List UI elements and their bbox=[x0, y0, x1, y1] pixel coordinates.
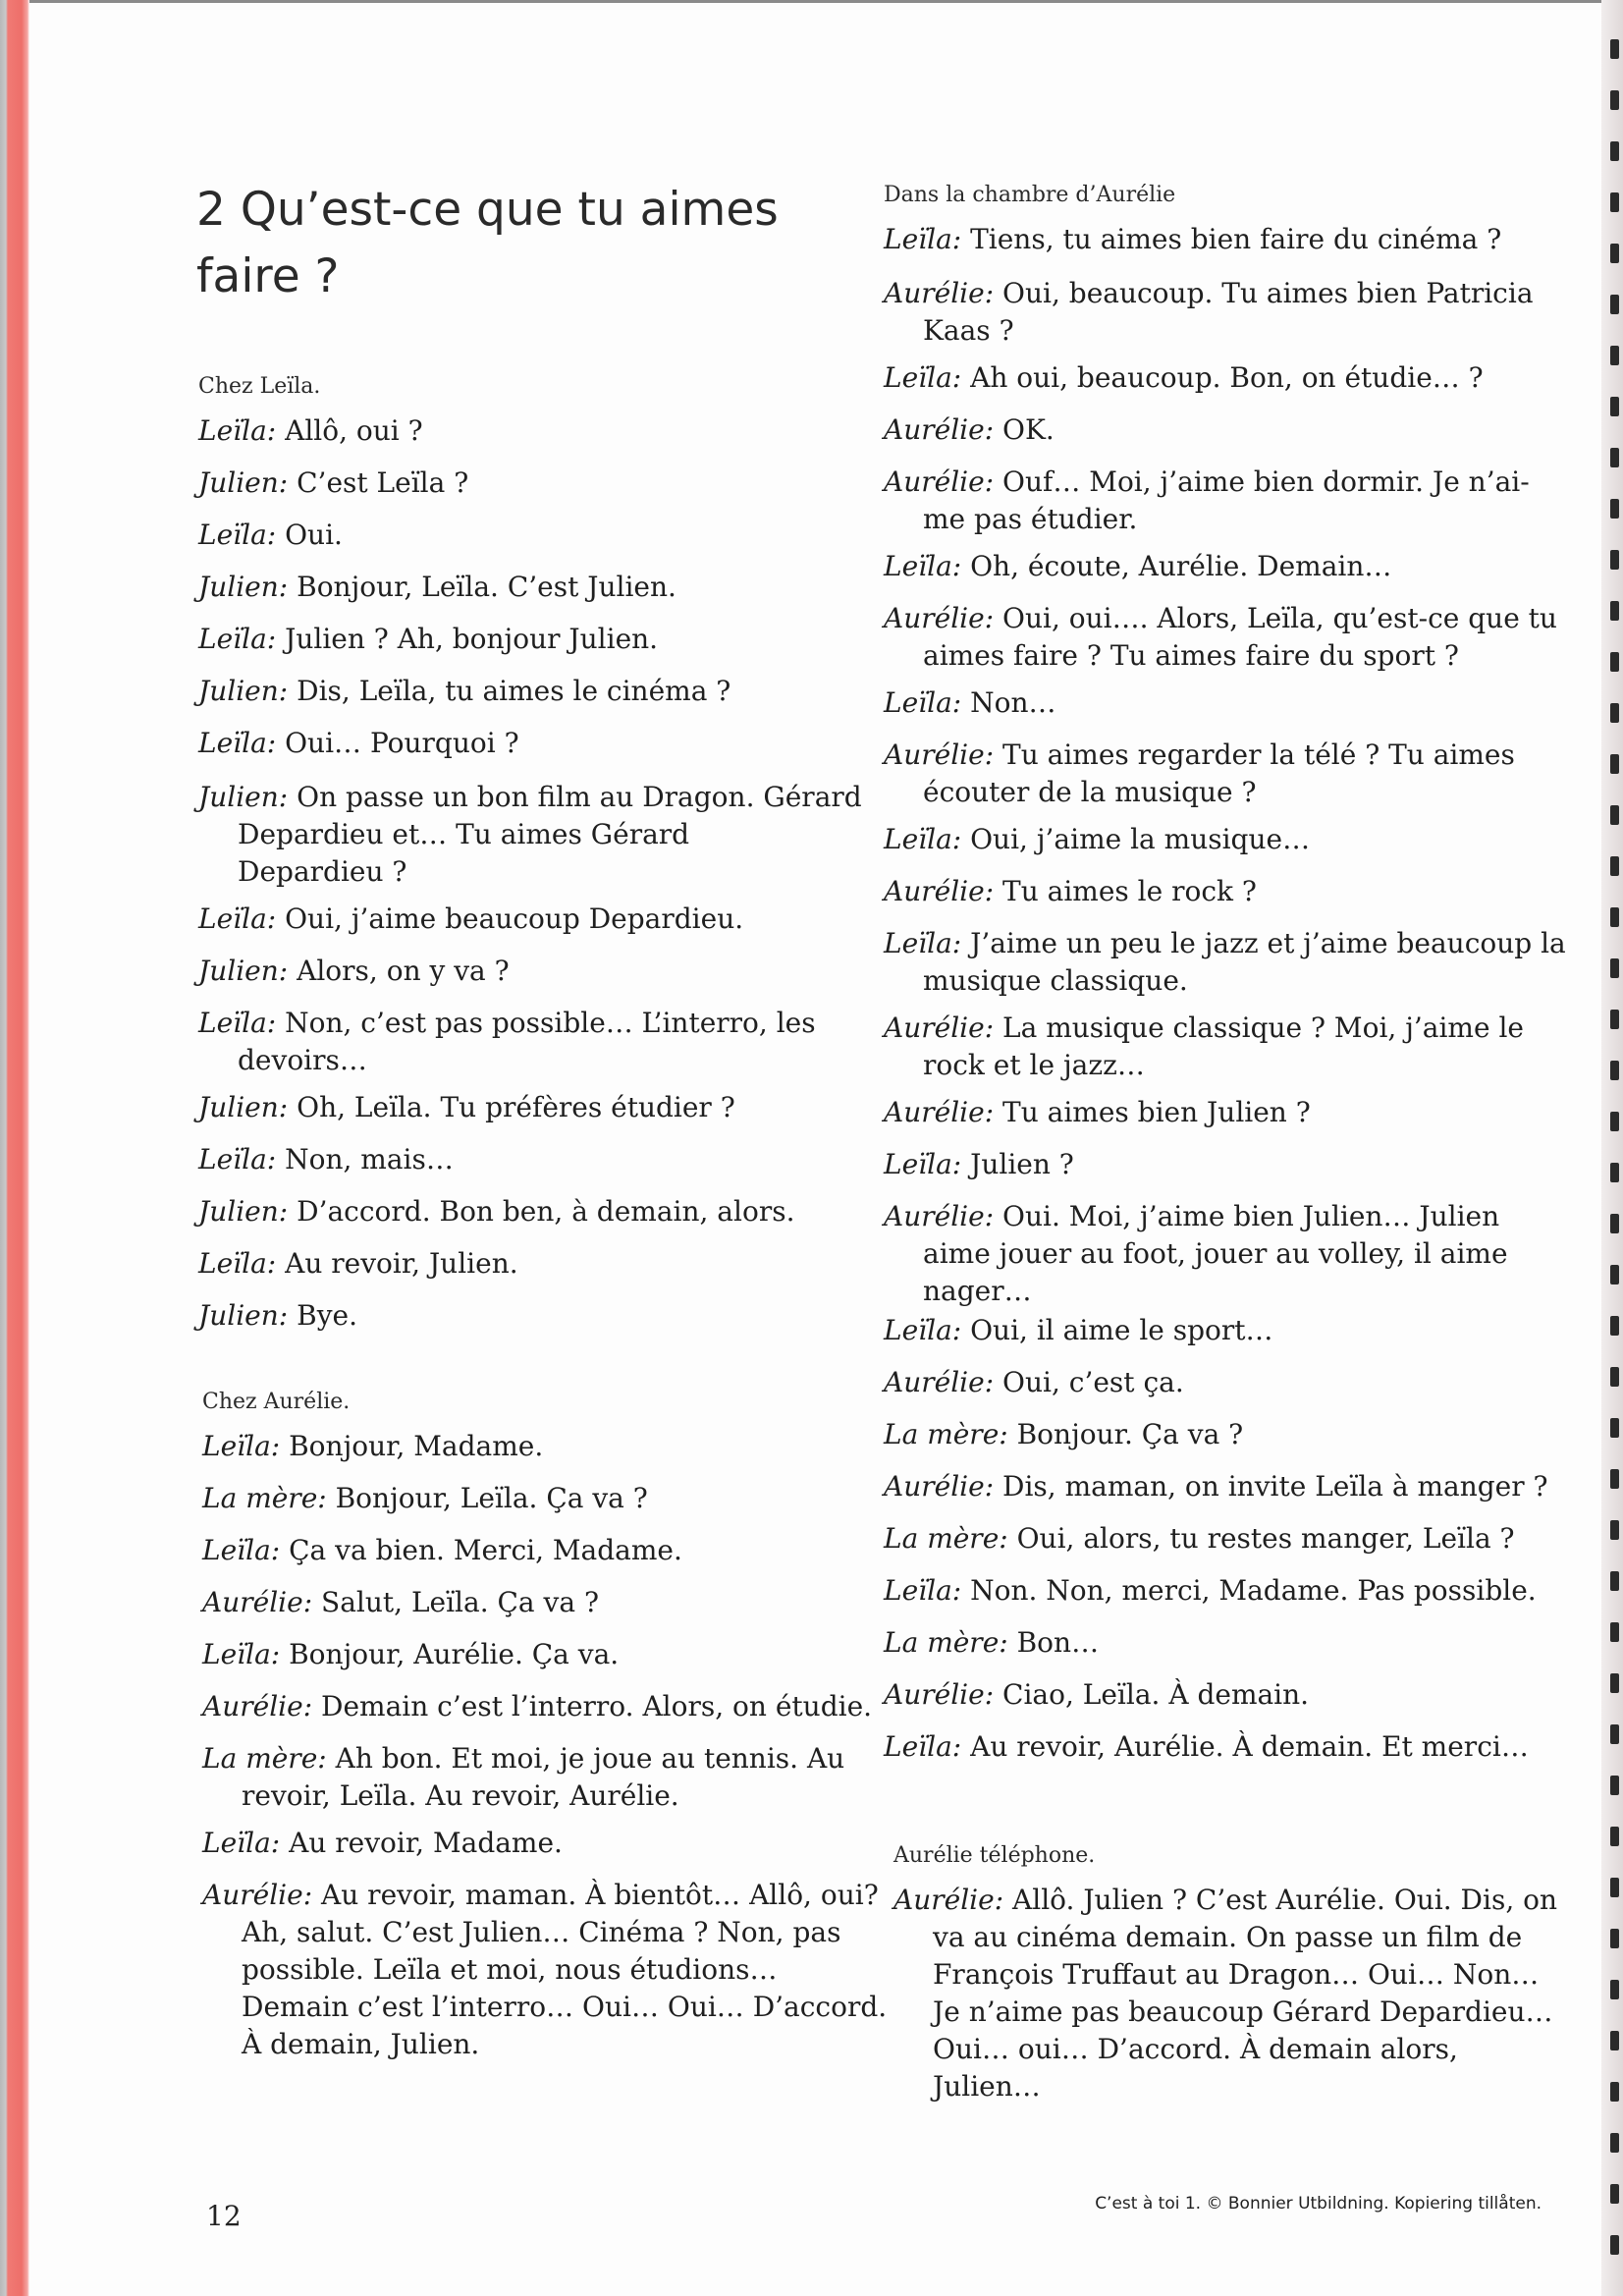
speaker-name: Julien: bbox=[198, 1299, 289, 1332]
dialogue-text: Salut, Leïla. Ça va ? bbox=[312, 1586, 599, 1618]
speaker-name: Leïla: bbox=[884, 1314, 962, 1346]
dialogue-text: Bonjour, Aurélie. Ça va. bbox=[280, 1638, 620, 1670]
binder-ring bbox=[1610, 1622, 1619, 1642]
dialogue-line bbox=[884, 464, 1571, 538]
dialogue-text: Non, mais… bbox=[276, 1143, 454, 1175]
speaker-name: Leïla: bbox=[198, 902, 277, 935]
speaker-name: Aurélie: bbox=[884, 738, 995, 771]
dialogue-text: OK. bbox=[994, 413, 1055, 446]
scene-heading-chez-aurelie: Chez Aurélie. bbox=[202, 1390, 351, 1414]
binder-spine bbox=[1601, 0, 1623, 2296]
binder-ring bbox=[1610, 2031, 1619, 2050]
speaker-name: Leïla: bbox=[198, 1007, 277, 1039]
dialogue-text: Bonjour, Madame. bbox=[280, 1430, 544, 1462]
dialogue-line bbox=[884, 873, 1571, 910]
binder-ring bbox=[1610, 754, 1619, 774]
dialogue-text: Ciao, Leïla. À demain. bbox=[994, 1678, 1310, 1711]
binder-ring bbox=[1610, 1776, 1619, 1795]
dialogue-text: Non… bbox=[961, 686, 1056, 719]
binder-ring bbox=[1610, 1418, 1619, 1438]
dialogue-text: Tiens, tu aimes bien faire du cinéma ? bbox=[961, 223, 1502, 255]
speaker-name: Leïla: bbox=[198, 1143, 277, 1175]
page-top-edge bbox=[0, 0, 1623, 3]
dialogue-line bbox=[884, 1728, 1571, 1766]
speaker-name: Leïla: bbox=[884, 823, 962, 855]
binder-ring bbox=[1610, 1673, 1619, 1693]
binder-ring bbox=[1610, 192, 1619, 212]
speaker-name: La mère: bbox=[884, 1522, 1008, 1555]
dialogue-line bbox=[198, 953, 866, 990]
binder-ring bbox=[1610, 90, 1619, 110]
binder-ring bbox=[1610, 397, 1619, 416]
speaker-name: Leïla: bbox=[884, 223, 962, 255]
binder-ring bbox=[1610, 1010, 1619, 1029]
dialogue-text: Demain c’est l’interro. Alors, on étudie. bbox=[312, 1690, 873, 1722]
dialogue-text: J’aime un peu le jazz et j’aime beaucoup la musique classique. bbox=[923, 927, 1566, 997]
binder-ring bbox=[1610, 2133, 1619, 2153]
dialogue-text: Oui. bbox=[276, 519, 343, 551]
binder-ring bbox=[1610, 346, 1619, 365]
dialogue-line bbox=[884, 1624, 1571, 1662]
scene-heading-chez-leila: Chez Leïla. bbox=[198, 374, 321, 399]
dialogue-text: Oui, il aime le sport… bbox=[961, 1314, 1273, 1346]
page-title: 2 Qu’est-ce que tu aimes faire ? bbox=[196, 183, 779, 303]
dialogue-line bbox=[198, 465, 866, 502]
dialogue-text: Oui, alors, tu restes manger, Leïla ? bbox=[1007, 1522, 1515, 1555]
speaker-name: Aurélie: bbox=[884, 1366, 995, 1398]
speaker-name: Aurélie: bbox=[884, 602, 995, 634]
dialogue-text: Oh, écoute, Aurélie. Demain… bbox=[961, 550, 1392, 582]
speaker-name: Aurélie: bbox=[884, 875, 995, 907]
dialogue-text: Julien ? Ah, bonjour Julien. bbox=[276, 623, 659, 655]
binder-ring bbox=[1610, 805, 1619, 825]
binder-ring bbox=[1610, 1367, 1619, 1387]
binder-ring bbox=[1610, 295, 1619, 314]
dialogue-text: Allô. Julien ? C’est Aurélie. Oui. Dis, on va au cinéma demain. On passe un film de François Truffaut au Dragon… Oui… Non… Je n’aime pas beaucoup Gérard Depardieu… Oui… oui… D’accord. À demain alors, Julien… bbox=[933, 1884, 1558, 2103]
dialogue-text: Au revoir, Madame. bbox=[280, 1827, 563, 1859]
binder-ring bbox=[1610, 907, 1619, 927]
dialogue-text: Ça va bien. Merci, Madame. bbox=[280, 1534, 682, 1566]
binder-ring bbox=[1610, 958, 1619, 978]
speaker-name: Aurélie: bbox=[884, 465, 995, 498]
dialogue-text: Non, c’est pas possible… L’interro, les devoirs… bbox=[238, 1007, 816, 1076]
speaker-name: Aurélie: bbox=[202, 1690, 313, 1722]
dialogue-text: Non. Non, merci, Madame. Pas possible. bbox=[961, 1574, 1537, 1607]
speaker-name: Julien: bbox=[198, 466, 289, 499]
binder-ring bbox=[1610, 1980, 1619, 1999]
dialogue-line bbox=[884, 275, 1571, 350]
dialogue-text: Oui, j’aime beaucoup Depardieu. bbox=[276, 902, 744, 935]
binder-ring bbox=[1610, 2235, 1619, 2255]
binder-ring bbox=[1610, 550, 1619, 570]
speaker-name: Aurélie: bbox=[202, 1879, 313, 1911]
speaker-name: Leïla: bbox=[198, 519, 277, 551]
dialogue-line bbox=[198, 412, 866, 450]
speaker-name: Julien: bbox=[198, 955, 289, 987]
dialogue-line bbox=[202, 1740, 890, 1815]
dialogue-line bbox=[202, 1480, 890, 1517]
dialogue-line bbox=[884, 1146, 1571, 1183]
binder-ring bbox=[1610, 703, 1619, 723]
dialogue-text: Au revoir, Julien. bbox=[276, 1247, 518, 1280]
dialogue-text: Tu aimes le rock ? bbox=[994, 875, 1257, 907]
dialogue-line bbox=[884, 1364, 1571, 1401]
dialogue-text: C’est Leïla ? bbox=[288, 466, 469, 499]
dialogue-line bbox=[884, 1468, 1571, 1505]
dialogue-line bbox=[198, 517, 866, 554]
dialogue-text: Oui, oui…. Alors, Leïla, qu’est-ce que tu aimes faire ? Tu aimes faire du sport ? bbox=[923, 602, 1557, 672]
speaker-name: Julien: bbox=[198, 1091, 289, 1123]
dialogue-text: Allô, oui ? bbox=[276, 414, 423, 447]
binder-ring bbox=[1610, 1163, 1619, 1182]
dialogue-line bbox=[198, 725, 866, 762]
dialogue-text: Ah bon. Et moi, je joue au tennis. Au revoir, Leïla. Au revoir, Aurélie. bbox=[242, 1742, 845, 1812]
dialogue-line bbox=[198, 569, 866, 606]
dialogue-line bbox=[198, 1245, 866, 1283]
speaker-name: Leïla: bbox=[198, 414, 277, 447]
dialogue-text: Julien ? bbox=[961, 1148, 1074, 1180]
scene-heading-chambre-aurelie: Dans la chambre d’Aurélie bbox=[884, 183, 1176, 207]
speaker-name: Leïla: bbox=[198, 727, 277, 759]
dialogue-text: Oui, j’aime la musique… bbox=[961, 823, 1311, 855]
dialogue-line bbox=[893, 1882, 1571, 2105]
copyright-footer: C’est à toi 1. © Bonnier Utbildning. Kopiering tillåten. bbox=[1095, 2194, 1542, 2214]
binder-ring bbox=[1610, 1316, 1619, 1336]
dialogue-line bbox=[202, 1877, 890, 2063]
dialogue-line bbox=[202, 1636, 890, 1673]
speaker-name: Julien: bbox=[198, 781, 289, 813]
speaker-name: Leïla: bbox=[198, 623, 277, 655]
speaker-name: Leïla: bbox=[202, 1430, 281, 1462]
speaker-name: Leïla: bbox=[884, 1148, 962, 1180]
binder-ring bbox=[1610, 1827, 1619, 1846]
speaker-name: La mère: bbox=[884, 1626, 1008, 1659]
dialogue-text: Tu aimes regarder la télé ? Tu aimes écouter de la musique ? bbox=[923, 738, 1515, 808]
speaker-name: La mère: bbox=[884, 1418, 1008, 1450]
speaker-name: Leïla: bbox=[884, 550, 962, 582]
speaker-name: Aurélie: bbox=[884, 1678, 995, 1711]
dialogue-text: Alors, on y va ? bbox=[288, 955, 510, 987]
dialogue-text: Oui, beaucoup. Tu aimes bien Patricia Kaas ? bbox=[923, 277, 1534, 347]
dialogue-text: Ah oui, beaucoup. Bon, on étudie… ? bbox=[961, 361, 1484, 394]
binder-ring bbox=[1610, 448, 1619, 467]
speaker-name: La mère: bbox=[202, 1482, 327, 1514]
binder-ring bbox=[1610, 1929, 1619, 1948]
binder-ring bbox=[1610, 244, 1619, 263]
speaker-name: Leïla: bbox=[884, 927, 962, 959]
binder-ring bbox=[1610, 2184, 1619, 2204]
binder-ring bbox=[1610, 1571, 1619, 1591]
speaker-name: Leïla: bbox=[202, 1534, 281, 1566]
speaker-name: Leïla: bbox=[884, 1730, 962, 1763]
dialogue-line bbox=[202, 1825, 890, 1862]
red-page-edge bbox=[0, 0, 29, 2296]
dialogue-line bbox=[884, 684, 1571, 722]
dialogue-text: Bonjour, Leïla. C’est Julien. bbox=[288, 571, 676, 603]
dialogue-text: Dis, Leïla, tu aimes le cinéma ? bbox=[288, 675, 731, 707]
speaker-name: Aurélie: bbox=[884, 1096, 995, 1128]
binder-ring bbox=[1610, 1112, 1619, 1131]
speaker-name: Aurélie: bbox=[893, 1884, 1004, 1916]
dialogue-line bbox=[884, 411, 1571, 449]
binder-ring bbox=[1610, 652, 1619, 672]
dialogue-text: Oui, c’est ça. bbox=[994, 1366, 1184, 1398]
speaker-name: Julien: bbox=[198, 1195, 289, 1228]
binder-ring bbox=[1610, 1214, 1619, 1233]
dialogue-text: Bonjour. Ça va ? bbox=[1007, 1418, 1244, 1450]
speaker-name: Leïla: bbox=[884, 686, 962, 719]
dialogue-text: D’accord. Bon ben, à demain, alors. bbox=[288, 1195, 795, 1228]
dialogue-text: La musique classique ? Moi, j’aime le rock et le jazz… bbox=[923, 1011, 1524, 1081]
dialogue-text: Bonjour, Leïla. Ça va ? bbox=[326, 1482, 648, 1514]
dialogue-line bbox=[198, 1297, 866, 1335]
binder-ring bbox=[1610, 856, 1619, 876]
binder-ring bbox=[1610, 39, 1619, 59]
dialogue-text: Oui. Moi, j’aime bien Julien… Julien aime jouer au foot, jouer au volley, il aime nager… bbox=[923, 1200, 1508, 1307]
dialogue-line bbox=[884, 737, 1571, 811]
binder-ring bbox=[1610, 1265, 1619, 1285]
speaker-name: Julien: bbox=[198, 675, 289, 707]
dialogue-line bbox=[198, 673, 866, 710]
binder-ring bbox=[1610, 499, 1619, 519]
dialogue-line bbox=[884, 1416, 1571, 1453]
speaker-name: La mère: bbox=[202, 1742, 327, 1775]
dialogue-line bbox=[202, 1688, 890, 1725]
dialogue-line bbox=[884, 221, 1571, 258]
speaker-name: Aurélie: bbox=[884, 1200, 995, 1232]
speaker-name: Leïla: bbox=[884, 361, 962, 394]
page-number: 12 bbox=[206, 2200, 242, 2232]
speaker-name: Leïla: bbox=[198, 1247, 277, 1280]
dialogue-line bbox=[198, 901, 866, 938]
dialogue-line bbox=[198, 1193, 866, 1230]
scene-heading-aurelie-telephone: Aurélie téléphone. bbox=[893, 1843, 1096, 1868]
dialogue-line bbox=[202, 1584, 890, 1621]
dialogue-text: Tu aimes bien Julien ? bbox=[994, 1096, 1311, 1128]
speaker-name: Aurélie: bbox=[884, 277, 995, 309]
dialogue-text: Au revoir, maman. À bientôt… Allô, oui? Ah, salut. C’est Julien… Cinéma ? Non, pas possible. Leïla et moi, nous étudions… Demain c’est l’interro… Oui… Oui… D’accord. À demain, Julien. bbox=[242, 1879, 888, 2060]
dialogue-line bbox=[884, 1312, 1571, 1349]
dialogue-text: Oh, Leïla. Tu préfères étudier ? bbox=[288, 1091, 735, 1123]
binder-ring bbox=[1610, 1520, 1619, 1540]
speaker-name: Leïla: bbox=[202, 1638, 281, 1670]
dialogue-line bbox=[198, 779, 866, 891]
dialogue-line bbox=[884, 821, 1571, 858]
dialogue-line bbox=[884, 1010, 1571, 1084]
binder-ring bbox=[1610, 141, 1619, 161]
dialogue-line bbox=[198, 1005, 866, 1079]
dialogue-text: Bye. bbox=[288, 1299, 357, 1332]
dialogue-line bbox=[202, 1532, 890, 1569]
dialogue-line bbox=[202, 1428, 890, 1465]
binder-ring bbox=[1610, 2082, 1619, 2102]
dialogue-line bbox=[198, 621, 866, 658]
dialogue-text: Ouf… Moi, j’aime bien dormir. Je n’ai-me pas étudier. bbox=[923, 465, 1530, 535]
speaker-name: Leïla: bbox=[202, 1827, 281, 1859]
dialogue-line bbox=[884, 1572, 1571, 1610]
speaker-name: Aurélie: bbox=[202, 1586, 313, 1618]
speaker-name: Leïla: bbox=[884, 1574, 962, 1607]
dialogue-text: Dis, maman, on invite Leïla à manger ? bbox=[994, 1470, 1548, 1503]
speaker-name: Aurélie: bbox=[884, 1011, 995, 1044]
speaker-name: Aurélie: bbox=[884, 1470, 995, 1503]
dialogue-text: Oui… Pourquoi ? bbox=[276, 727, 519, 759]
dialogue-text: Au revoir, Aurélie. À demain. Et merci… bbox=[961, 1730, 1529, 1763]
binder-ring bbox=[1610, 601, 1619, 621]
dialogue-line bbox=[884, 1198, 1571, 1310]
dialogue-line bbox=[884, 359, 1571, 397]
speaker-name: Aurélie: bbox=[884, 413, 995, 446]
dialogue-line bbox=[884, 600, 1571, 675]
dialogue-line bbox=[884, 548, 1571, 585]
dialogue-line bbox=[198, 1141, 866, 1178]
binder-ring bbox=[1610, 1469, 1619, 1489]
dialogue-line bbox=[884, 925, 1571, 1000]
dialogue-text: On passe un bon film au Dragon. Gérard Depardieu et… Tu aimes Gérard Depardieu ? bbox=[238, 781, 862, 888]
dialogue-text: Bon… bbox=[1007, 1626, 1100, 1659]
binder-ring bbox=[1610, 1724, 1619, 1744]
speaker-name: Julien: bbox=[198, 571, 289, 603]
binder-ring bbox=[1610, 1878, 1619, 1897]
dialogue-line bbox=[198, 1089, 866, 1126]
dialogue-line bbox=[884, 1094, 1571, 1131]
dialogue-line bbox=[884, 1520, 1571, 1558]
binder-ring bbox=[1610, 1061, 1619, 1080]
dialogue-line bbox=[884, 1676, 1571, 1714]
